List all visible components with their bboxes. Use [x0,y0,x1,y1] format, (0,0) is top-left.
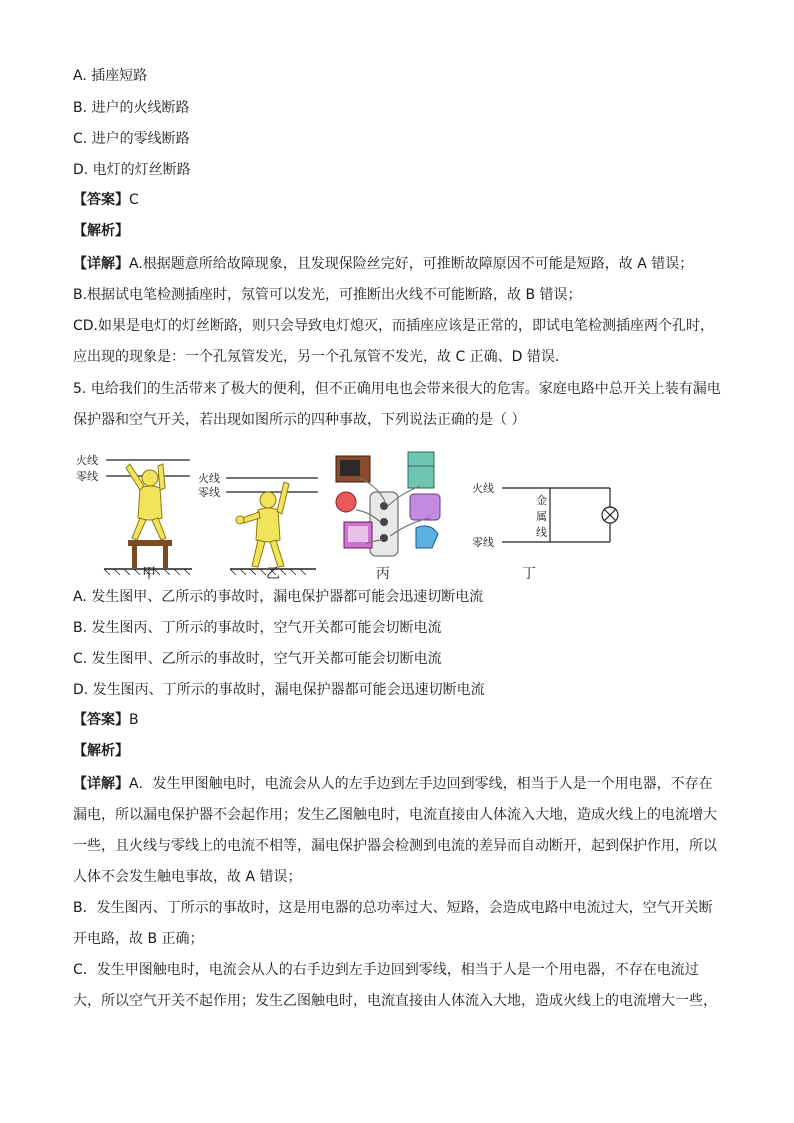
fridge-icon [408,452,434,488]
q5-detail-line-7: C．发生甲图触电时，电流会从人的右手边到左手边回到零线，相当于人是一个用电器，不存在电流过 [73,962,699,978]
q5-detail-line-1 [73,774,713,794]
q5-option-d: D. 发生图丙、丁所示的事故时，漏电保护器都可能会迅速切断电流 [73,682,485,698]
ding-fire-label: 火线 [472,482,494,495]
stool-icon [128,540,172,546]
q5-detail-line-6: 开电路，故 B 正确； [73,931,204,947]
q5-stem-line-2: 保护器和空气开关，若出现如图所示的四种事故，下列说法正确的是（ ） [73,412,526,428]
analysis-label: 【解析】 [73,743,129,759]
q4-detail-line-4: 应出现的现象是：一个孔氖管发光，另一个孔氖管不发光，故 C 正确、D 错误． [73,349,569,365]
q4-option-d: D. 电灯的灯丝断路 [73,162,191,178]
q5-option-b: B. 发生图丙、丁所示的事故时，空气开关都可能会切断电流 [73,620,442,636]
detail-label: 【详解】 [73,776,129,792]
answer-label: 【答案】 [73,712,129,728]
q4-answer [73,190,139,210]
panel-ding [472,481,618,582]
q5-detail-line-8: 大，所以空气开关不起作用；发生乙图触电时，电流直接由人体流入大地，造成火线上的电流增大一些， [73,993,717,1009]
q5-option-a: A. 发生图甲、乙所示的事故时，漏电保护器都可能会迅速切断电流 [73,589,484,605]
answer-label: 【答案】 [73,192,129,208]
answer-value: B [129,712,139,728]
caption-yi: 乙 [266,566,280,582]
q5-analysis-label [73,741,129,761]
metal-wire-char-3: 线 [536,526,547,539]
panel-jia [76,453,192,582]
detail-text: A．发生甲图触电时，电流会从人的左手边到左手边回到零线，相当于人是一个用电器，不存在 [129,776,713,792]
person-head-icon [260,492,276,508]
q5-option-c: C. 发生图甲、乙所示的事故时，空气开关都可能会切断电流 [73,651,442,667]
q4-detail-line-2: B.根据试电笔检测插座时，氖管可以发光，可推断出火线不可能断路，故 B 错误； [73,287,582,303]
yi-fire-label: 火线 [198,472,220,485]
q5-detail-line-2: 漏电，所以漏电保护器不会起作用；发生乙图触电时，电流直接由人体流入大地，造成火线上的电流增大 [73,807,717,823]
q5-stem-line-1: 5. 电给我们的生活带来了极大的便利，但不正确用电也会带来很大的危害。家庭电路中总开关上装有漏电 [73,381,721,397]
person-head-icon [142,470,158,486]
ding-neutral-label: 零线 [472,536,494,549]
q4-detail-line-1 [73,254,693,274]
detail-text: A.根据题意所给故障现象，且发现保险丝完好，可推断故障原因不可能是短路，故 A 错误； [129,256,694,272]
detail-label: 【详解】 [73,256,129,272]
yi-neutral-label: 零线 [198,486,220,499]
washer-icon [410,494,440,520]
q5-detail-line-5: B．发生图丙、丁所示的事故时，这是用电器的总功率过大、短路，会造成电路中电流过大，空气开关断 [73,900,713,916]
analysis-label: 【解析】 [73,223,129,239]
q4-analysis-label [73,221,129,241]
q4-option-c: C. 进户的零线断路 [73,131,190,147]
q4-detail-line-3: CD.如果是电灯的灯丝断路，则只会导致电灯熄灭，而插座应该是正常的，即试电笔检测插座两个孔时， [73,318,715,334]
caption-ding: 丁 [522,566,536,582]
q4-option-a: A. 插座短路 [73,68,148,84]
caption-jia: 甲 [142,566,156,582]
accident-figure [70,448,710,582]
caption-bing: 丙 [376,566,390,582]
metal-wire-char-1: 金 [536,494,547,507]
q5-detail-line-3: 一些，且火线与零线上的电流不相等，漏电保护器会检测到电流的差异而自动断开，起到保护作用，所以 [73,838,717,854]
jia-fire-label: 火线 [76,454,98,467]
q5-detail-line-4: 人体不会发生触电事故，故 A 错误； [73,869,302,885]
kettle-icon [416,526,438,548]
q4-option-b: B. 进户的火线断路 [73,100,190,116]
panel-bing [336,452,440,582]
q5-answer [73,710,139,730]
fan-icon [336,492,356,512]
answer-value: C [129,192,139,208]
panel-yi [198,471,318,582]
metal-wire-char-2: 属 [536,510,547,523]
jia-neutral-label: 零线 [76,470,98,483]
